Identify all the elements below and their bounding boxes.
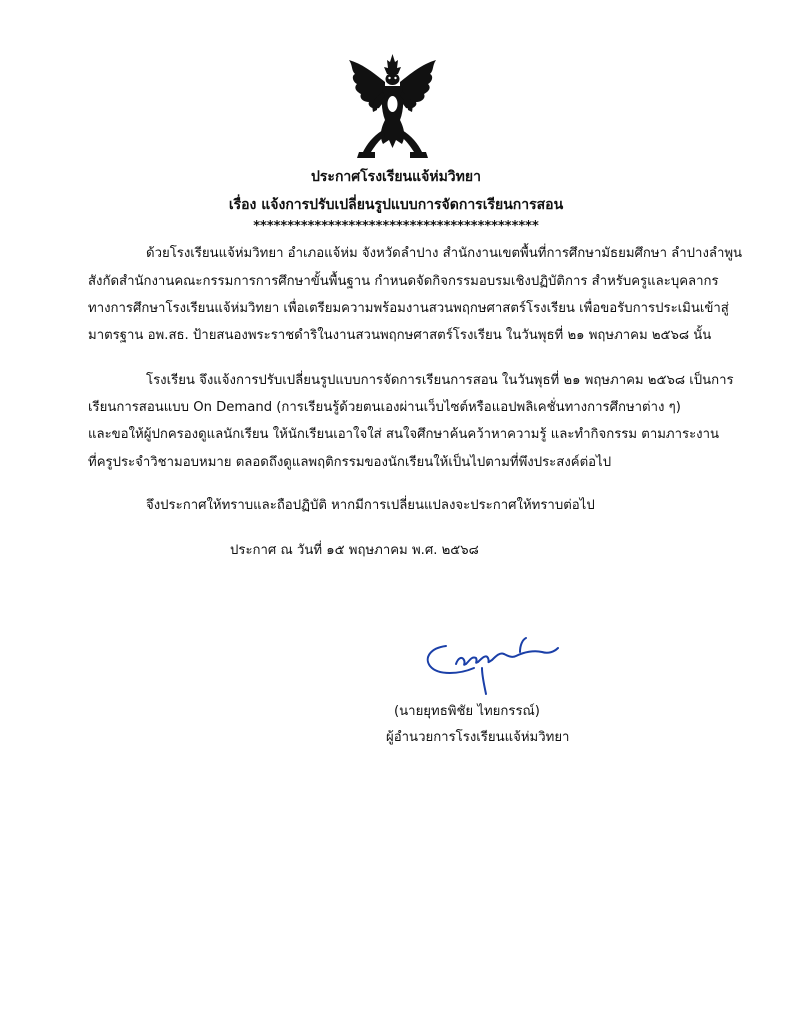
- announcement-title: ประกาศโรงเรียนแจ้ห่มวิทยา: [311, 169, 481, 185]
- paragraph2-line4: ที่ครูประจำวิชามอบหมาย ตลอดถึงดูแลพฤติกรรมของนักเรียนให้เป็นไปตามที่พึงประสงค์ต่อไป: [88, 455, 612, 470]
- paragraph2-line1: โรงเรียน จึงแจ้งการปรับเปลี่ยนรูปแบบการจัดการเรียนการสอน ในวันพุธที่ ๒๑ พฤษภาคม ๒๕๖๘ เป็นการ: [146, 373, 734, 388]
- paragraph2-line3: และขอให้ผู้ปกครองดูแลนักเรียน ให้นักเรียนเอาใจใส่ สนใจศึกษาค้นคว้าหาความรู้ และทำกิจกรรม ตามภาระงาน: [88, 427, 720, 442]
- signatory-name: (นายยุทธพิชัย ไทยกรรณ์): [394, 704, 540, 719]
- star-separator: ******************************************: [253, 219, 539, 234]
- paragraph1-line1: ด้วยโรงเรียนแจ้ห่มวิทยา อำเภอแจ้ห่ม จังหวัดลำปาง สำนักงานเขตพื้นที่การศึกษามัธยมศึกษา ลำปางลำพูน: [146, 246, 743, 261]
- handwritten-signature: [416, 628, 566, 706]
- signatory-position: ผู้อำนวยการโรงเรียนแจ้ห่มวิทยา: [386, 730, 570, 745]
- garuda-emblem-icon: [345, 52, 440, 162]
- announcement-date: ประกาศ ณ วันที่ ๑๕ พฤษภาคม พ.ศ. ๒๕๖๘: [230, 543, 479, 558]
- paragraph2-line2: เรียนการสอนแบบ On Demand (การเรียนรู้ด้วยตนเองผ่านเว็บไซต์หรือแอปพลิเคชั่นทางการศึกษาต่าง ๆ): [88, 400, 681, 415]
- announcement-subject: เรื่อง แจ้งการปรับเปลี่ยนรูปแบบการจัดการเรียนการสอน: [228, 197, 564, 213]
- paragraph1-line2: สังกัดสำนักงานคณะกรรมการการศึกษาขั้นพื้นฐาน กำหนดจัดกิจกรรมอบรมเชิงปฏิบัติการ สำหรับครูและบุคลากร: [88, 274, 719, 289]
- paragraph1-line4: มาตรฐาน อพ.สธ. ป้ายสนองพระราชดำริในงานสวนพฤกษศาสตร์โรงเรียน ในวันพุธที่ ๒๑ พฤษภาคม ๒๕๖๘ นั้น: [88, 328, 712, 343]
- paragraph3: จึงประกาศให้ทราบและถือปฏิบัติ หากมีการเปลี่ยนแปลงจะประกาศให้ทราบต่อไป: [146, 498, 595, 513]
- paragraph1-line3: ทางการศึกษาโรงเรียนแจ้ห่มวิทยา เพื่อเตรียมความพร้อมงานสวนพฤกษศาสตร์โรงเรียน เพื่อขอรับการประเมินเข้าสู่: [88, 301, 729, 316]
